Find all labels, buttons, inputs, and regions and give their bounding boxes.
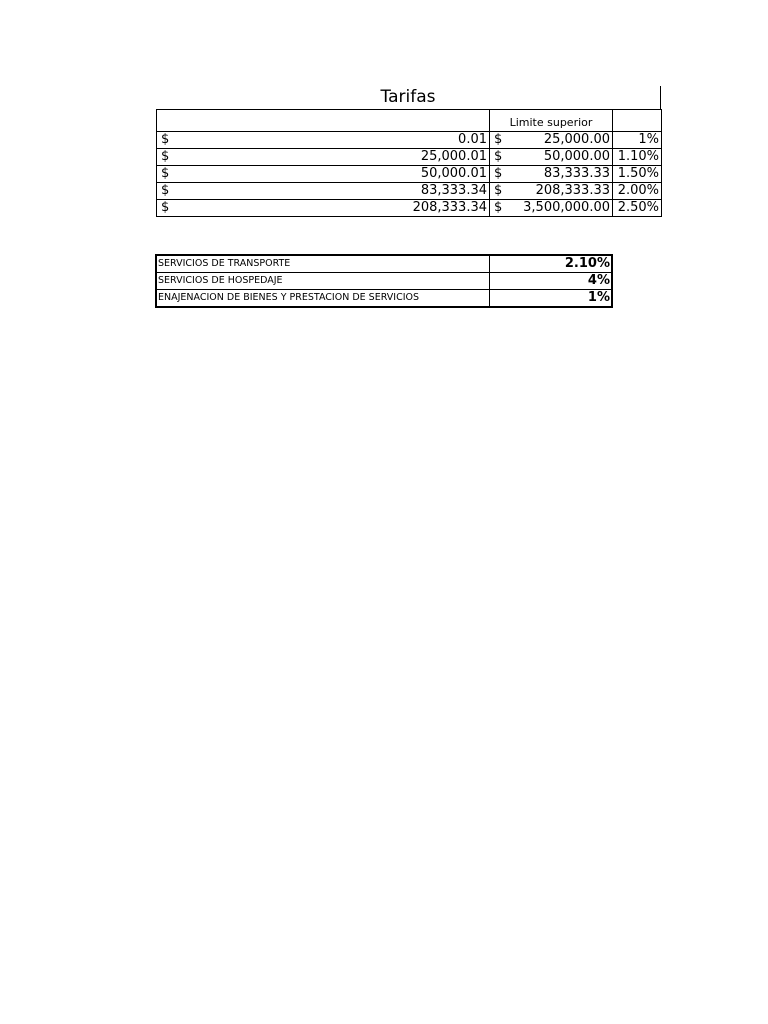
table-row — [157, 132, 662, 149]
rate-cell: 1.50% — [613, 166, 662, 183]
tarifas-header-row — [157, 110, 662, 132]
currency-symbol: $ — [161, 149, 170, 164]
table-row — [156, 290, 612, 308]
lower-limit-value: 0.01 — [458, 132, 487, 147]
rate-cell: 2.50% — [613, 200, 662, 217]
upper-limit-cell — [490, 132, 613, 149]
tarifas-title-row — [156, 86, 661, 109]
tarifas-table — [156, 86, 661, 217]
header-cell-rate — [613, 110, 662, 132]
currency-symbol: $ — [494, 166, 503, 181]
upper-limit-cell — [490, 166, 613, 183]
upper-limit-value: 50,000.00 — [543, 149, 610, 164]
upper-limit-cell — [490, 200, 613, 217]
upper-limit-value: 25,000.00 — [543, 132, 610, 147]
servicios-grid — [155, 254, 613, 308]
service-rate: 2.10% — [490, 255, 613, 273]
header-limite-superior: Limite superior — [490, 110, 613, 132]
rate-cell: 1% — [613, 132, 662, 149]
table-row — [157, 166, 662, 183]
header-cell-lower — [157, 110, 490, 132]
lower-limit-value: 25,000.01 — [420, 149, 487, 164]
table-row — [157, 200, 662, 217]
service-name: SERVICIOS DE HOSPEDAJE — [156, 273, 490, 290]
service-rate: 4% — [490, 273, 613, 290]
upper-limit-value: 83,333.33 — [543, 166, 610, 181]
lower-limit-cell — [157, 200, 490, 217]
upper-limit-cell — [490, 183, 613, 200]
currency-symbol: $ — [494, 149, 503, 164]
currency-symbol: $ — [161, 183, 170, 198]
currency-symbol: $ — [494, 183, 503, 198]
service-name: ENAJENACION DE BIENES Y PRESTACION DE SERVICIOS — [156, 290, 490, 308]
service-name: SERVICIOS DE TRANSPORTE — [156, 255, 490, 273]
upper-limit-value: 3,500,000.00 — [523, 200, 610, 215]
lower-limit-cell — [157, 183, 490, 200]
lower-limit-cell — [157, 132, 490, 149]
title-border — [660, 86, 661, 109]
lower-limit-value: 208,333.34 — [412, 200, 487, 215]
lower-limit-cell — [157, 149, 490, 166]
table-row — [156, 255, 612, 273]
upper-limit-value: 208,333.33 — [535, 183, 610, 198]
tarifas-title: Tarifas — [380, 87, 436, 107]
currency-symbol: $ — [161, 200, 170, 215]
currency-symbol: $ — [494, 132, 503, 147]
lower-limit-cell — [157, 166, 490, 183]
lower-limit-value: 83,333.34 — [420, 183, 487, 198]
upper-limit-cell — [490, 149, 613, 166]
servicios-table — [155, 254, 613, 308]
currency-symbol: $ — [161, 166, 170, 181]
tarifas-grid — [156, 109, 662, 217]
table-row — [157, 183, 662, 200]
rate-cell: 1.10% — [613, 149, 662, 166]
table-row — [157, 149, 662, 166]
currency-symbol: $ — [161, 132, 170, 147]
rate-cell: 2.00% — [613, 183, 662, 200]
lower-limit-value: 50,000.01 — [420, 166, 487, 181]
table-row — [156, 273, 612, 290]
currency-symbol: $ — [494, 200, 503, 215]
service-rate: 1% — [490, 290, 613, 308]
